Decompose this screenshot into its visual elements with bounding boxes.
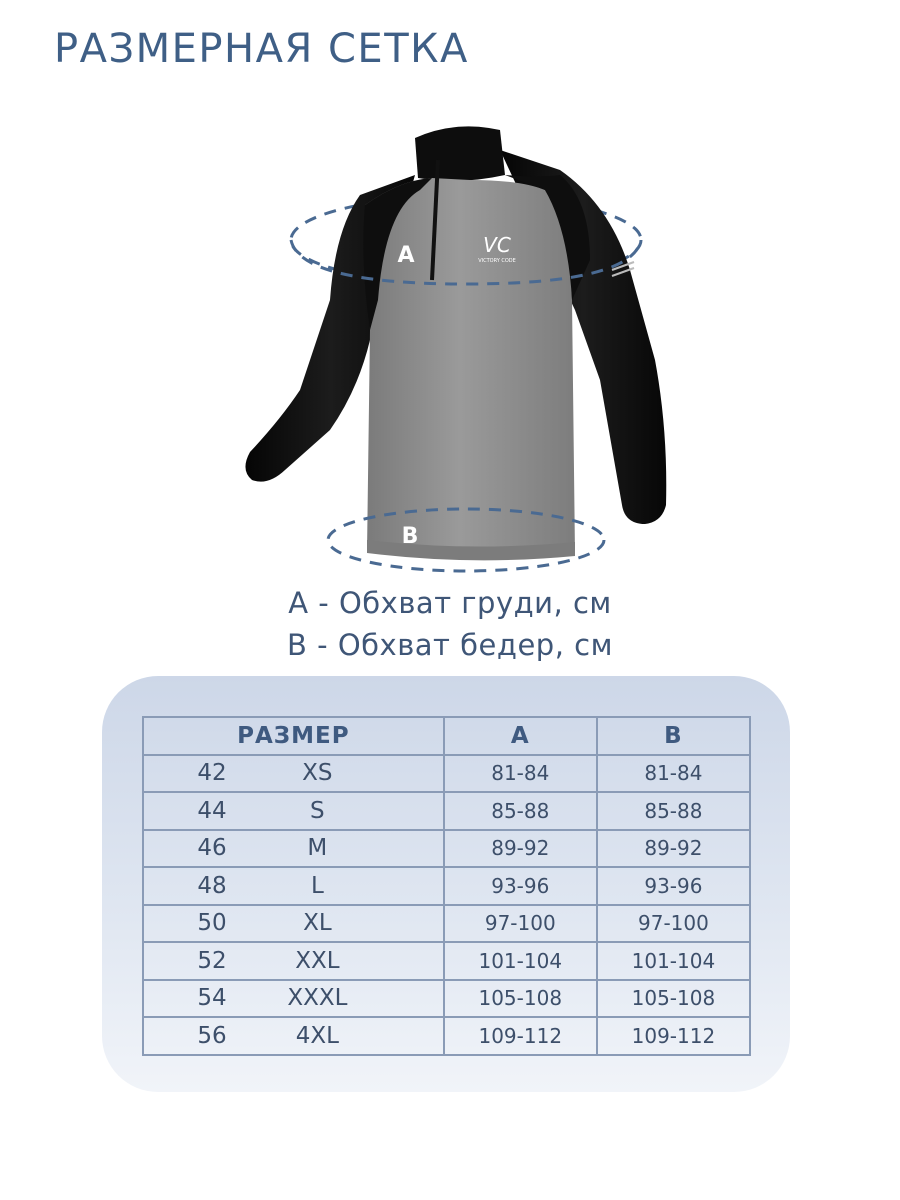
size-label: M: [307, 835, 328, 862]
hip-value: 109-112: [597, 1017, 750, 1055]
marker-a: A: [397, 243, 415, 268]
size-number: 48: [197, 872, 227, 899]
size-label: XS: [302, 760, 333, 787]
size-cell: [143, 942, 444, 980]
legend-hips: B - Обхват бедер, см: [287, 628, 613, 662]
hip-value: 85-88: [597, 792, 750, 830]
size-number: 54: [197, 985, 227, 1012]
page-title: РАЗМЕРНАЯ СЕТКА: [54, 26, 469, 72]
shirt-illustration: [0, 90, 900, 600]
hip-value: 89-92: [597, 830, 750, 868]
chest-value: 109-112: [444, 1017, 597, 1055]
size-cell: [143, 755, 444, 793]
size-label: S: [310, 797, 325, 824]
header-b: B: [597, 717, 750, 755]
size-number: 44: [197, 797, 227, 824]
size-label: 4XL: [295, 1022, 339, 1049]
size-cell: [143, 1017, 444, 1055]
size-table: [142, 716, 751, 1056]
chest-value: 93-96: [444, 867, 597, 905]
size-cell: [143, 830, 444, 868]
logo-caption: VICTORY CODE: [478, 258, 516, 264]
legend-chest: A - Обхват груди, см: [288, 586, 612, 620]
size-cell: [143, 867, 444, 905]
size-cell: [143, 905, 444, 943]
size-cell: [143, 980, 444, 1018]
table-row: [143, 867, 750, 905]
chest-value: 89-92: [444, 830, 597, 868]
chest-value: 105-108: [444, 980, 597, 1018]
hip-value: 105-108: [597, 980, 750, 1018]
size-label: XL: [303, 910, 332, 937]
table-row: [143, 792, 750, 830]
table-row: [143, 830, 750, 868]
size-label: XXXL: [287, 985, 348, 1012]
size-number: 56: [197, 1022, 227, 1049]
logo-icon: VC: [483, 233, 511, 257]
table-row: [143, 942, 750, 980]
size-cell: [143, 792, 444, 830]
size-label: L: [310, 872, 324, 899]
table-row: [143, 1017, 750, 1055]
header-size: РАЗМЕР: [143, 717, 444, 755]
size-number: 50: [197, 910, 227, 937]
chest-value: 85-88: [444, 792, 597, 830]
table-row: [143, 755, 750, 793]
table-row: [143, 905, 750, 943]
chest-value: 101-104: [444, 942, 597, 980]
hip-value: 81-84: [597, 755, 750, 793]
torso: [365, 178, 575, 559]
hip-value: 97-100: [597, 905, 750, 943]
marker-b: B: [401, 524, 419, 549]
hip-value: 93-96: [597, 867, 750, 905]
header-a: A: [444, 717, 597, 755]
chest-value: 97-100: [444, 905, 597, 943]
hip-value: 101-104: [597, 942, 750, 980]
table-header-row: [143, 717, 750, 755]
size-number: 42: [197, 760, 227, 787]
size-number: 46: [197, 835, 227, 862]
collar: [415, 126, 505, 180]
chest-value: 81-84: [444, 755, 597, 793]
size-label: XXL: [295, 947, 340, 974]
size-number: 52: [197, 947, 227, 974]
table-row: [143, 980, 750, 1018]
